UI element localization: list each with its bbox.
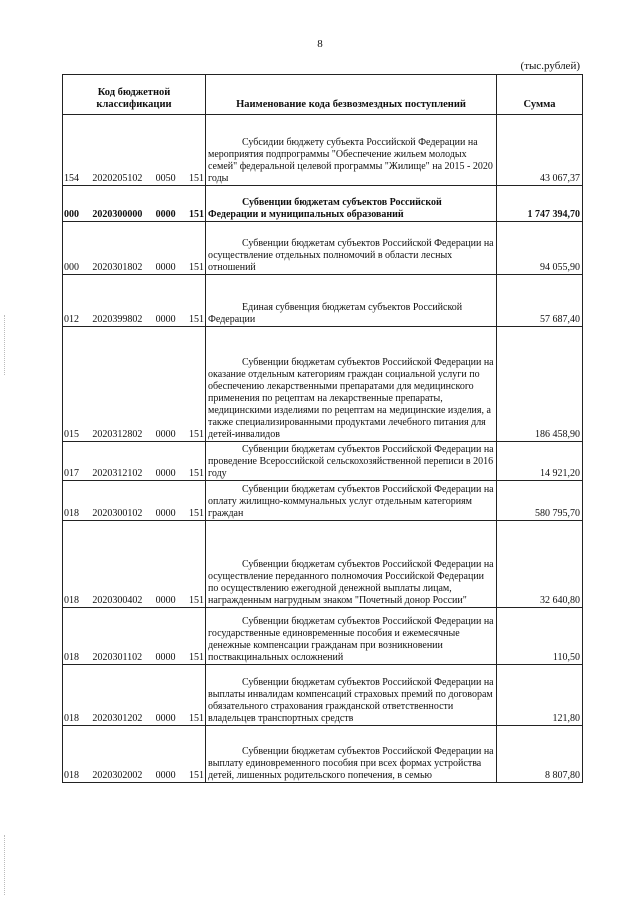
code-kosgu: 151 (188, 595, 204, 606)
code-program: 0000 (155, 770, 176, 781)
row-sum: 32 640,80 (497, 521, 583, 608)
row-name (206, 222, 497, 275)
row-name (206, 186, 497, 222)
row-name (206, 481, 497, 521)
row-code (63, 608, 206, 665)
table-row (63, 222, 583, 275)
code-kosgu: 151 (189, 652, 204, 663)
code-main: 2020312802 (92, 429, 143, 440)
header-sum: Сумма (497, 75, 583, 115)
code-kosgu: 151 (188, 770, 204, 781)
scan-edge-marks (4, 835, 8, 895)
code-kosgu: 151 (188, 468, 204, 479)
code-main: 2020399802 (92, 314, 143, 325)
row-sum: 121,80 (497, 665, 583, 726)
row-name-text: Субвенции бюджетам субъектов Российской Федерации на оказание отдельным категориям граждан социальной услуги по обеспечению лекарственными препаратами для медицинского применения по рецептам на лекарственные препараты, медицинскими изделиями по рецептам на медицинские изделия, а также специализированными продуктами лечебного питания для детей-инвалидов (208, 357, 494, 440)
code-program: 0000 (155, 713, 176, 724)
row-code (63, 726, 206, 783)
code-main: 2020205102 (92, 173, 143, 184)
row-code (63, 186, 206, 222)
code-main: 2020301202 (92, 713, 143, 724)
row-code (63, 327, 206, 442)
code-admin: 018 (64, 595, 79, 606)
code-admin: 154 (64, 173, 79, 184)
code-admin: 012 (64, 314, 79, 325)
code-program: 0000 (155, 209, 176, 220)
code-program: 0000 (155, 508, 176, 519)
row-name-text: Субвенции бюджетам субъектов Российской Федерации и муниципальных образований (208, 197, 442, 220)
row-name-text: Субвенции бюджетам субъектов Российской Федерации на государственные единовременные пособия и ежемесячные денежные компенсации гражданам при возникновении поствакцинальных осложнений (208, 616, 494, 663)
table-row (63, 442, 583, 481)
header-name: Наименование кода безвозмездных поступлений (206, 75, 497, 115)
code-main: 2020300102 (92, 508, 143, 519)
scan-edge-marks (4, 315, 8, 375)
row-name-text: Единая субвенция бюджетам субъектов Российской Федерации (208, 302, 463, 325)
code-program: 0000 (155, 429, 176, 440)
code-program: 0000 (155, 262, 176, 273)
code-kosgu: 151 (188, 429, 204, 440)
row-name (206, 442, 497, 481)
row-sum: 580 795,70 (497, 481, 583, 521)
code-program: 0050 (155, 173, 176, 184)
row-code (63, 115, 206, 186)
row-code (63, 222, 206, 275)
code-admin: 000 (64, 262, 79, 273)
table-row (63, 186, 583, 222)
row-code (63, 275, 206, 327)
row-sum: 8 807,80 (497, 726, 583, 783)
code-admin: 015 (64, 429, 79, 440)
table-row (63, 608, 583, 665)
table-row (63, 327, 583, 442)
row-name (206, 115, 497, 186)
table-row (63, 115, 583, 186)
row-name (206, 275, 497, 327)
code-program: 0000 (155, 595, 176, 606)
row-name (206, 726, 497, 783)
code-kosgu: 151 (188, 713, 204, 724)
row-code (63, 521, 206, 608)
row-code (63, 481, 206, 521)
code-main: 2020300402 (92, 595, 143, 606)
row-name-text: Субсидии бюджету субъекта Российской Федерации на мероприятия подпрограммы "Обеспечение жильем молодых семей" федеральной целевой программы "Жилище" на 2015 - 2020 годы (208, 137, 493, 184)
row-code (63, 442, 206, 481)
row-name-text: Субвенции бюджетам субъектов Российской Федерации на осуществление отдельных полномочий в области лесных отношений (208, 238, 494, 273)
row-name-text: Субвенции бюджетам субъектов Российской Федерации на осуществление переданного полномочия Российской Федерации по осуществлению ежегодной денежной выплаты лицам, награжденным нагрудным знаком "Почетный донор России" (208, 559, 494, 606)
row-sum: 186 458,90 (497, 327, 583, 442)
row-name (206, 608, 497, 665)
table-row (63, 521, 583, 608)
code-kosgu: 151 (188, 508, 204, 519)
row-name-text: Субвенции бюджетам субъектов Российской Федерации на проведение Всероссийской сельскохозяйственной переписи в 2016 году (208, 444, 494, 479)
table-header-row (63, 75, 583, 115)
row-name (206, 521, 497, 608)
row-code (63, 665, 206, 726)
row-sum: 57 687,40 (497, 275, 583, 327)
code-kosgu: 151 (188, 262, 204, 273)
code-admin: 017 (64, 468, 79, 479)
code-main: 2020312102 (92, 468, 143, 479)
page-number: 8 (317, 38, 323, 50)
code-main: 2020302002 (92, 770, 143, 781)
code-admin: 018 (64, 713, 79, 724)
code-admin: 000 (64, 209, 79, 220)
code-admin: 018 (64, 770, 79, 781)
code-kosgu: 151 (188, 173, 204, 184)
row-sum: 1 747 394,70 (497, 186, 583, 222)
row-sum: 43 067,37 (497, 115, 583, 186)
code-kosgu: 151 (188, 209, 204, 220)
row-name (206, 665, 497, 726)
row-name-text: Субвенции бюджетам субъектов Российской Федерации на выплату единовременного пособия при всех формах устройства детей, лишенных родительского попечения, в семью (208, 746, 494, 781)
code-main: 2020301802 (92, 262, 143, 273)
code-program: 0000 (155, 314, 176, 325)
header-code: Код бюджетной классификации (63, 75, 206, 115)
code-admin: 018 (64, 652, 79, 663)
table-row (63, 481, 583, 521)
table-row (63, 665, 583, 726)
row-name (206, 327, 497, 442)
row-sum: 110,50 (497, 608, 583, 665)
code-program: 0000 (155, 652, 176, 663)
code-program: 0000 (155, 468, 176, 479)
table-row (63, 275, 583, 327)
row-sum: 14 921,20 (497, 442, 583, 481)
code-main: 2020300000 (92, 209, 143, 220)
code-admin: 018 (64, 508, 79, 519)
row-name-text: Субвенции бюджетам субъектов Российской Федерации на выплаты инвалидам компенсаций страховых премий по договорам обязательного страхования гражданской ответственности владельцев транспортных средств (208, 677, 494, 724)
code-main: 2020301102 (92, 652, 143, 663)
row-sum: 94 055,90 (497, 222, 583, 275)
code-kosgu: 151 (188, 314, 204, 325)
revenue-table (62, 74, 583, 783)
units-label: (тыс.рублей) (520, 60, 580, 72)
table-row (63, 726, 583, 783)
row-name-text: Субвенции бюджетам субъектов Российской Федерации на оплату жилищно-коммунальных услуг отдельным категориям граждан (208, 484, 494, 519)
